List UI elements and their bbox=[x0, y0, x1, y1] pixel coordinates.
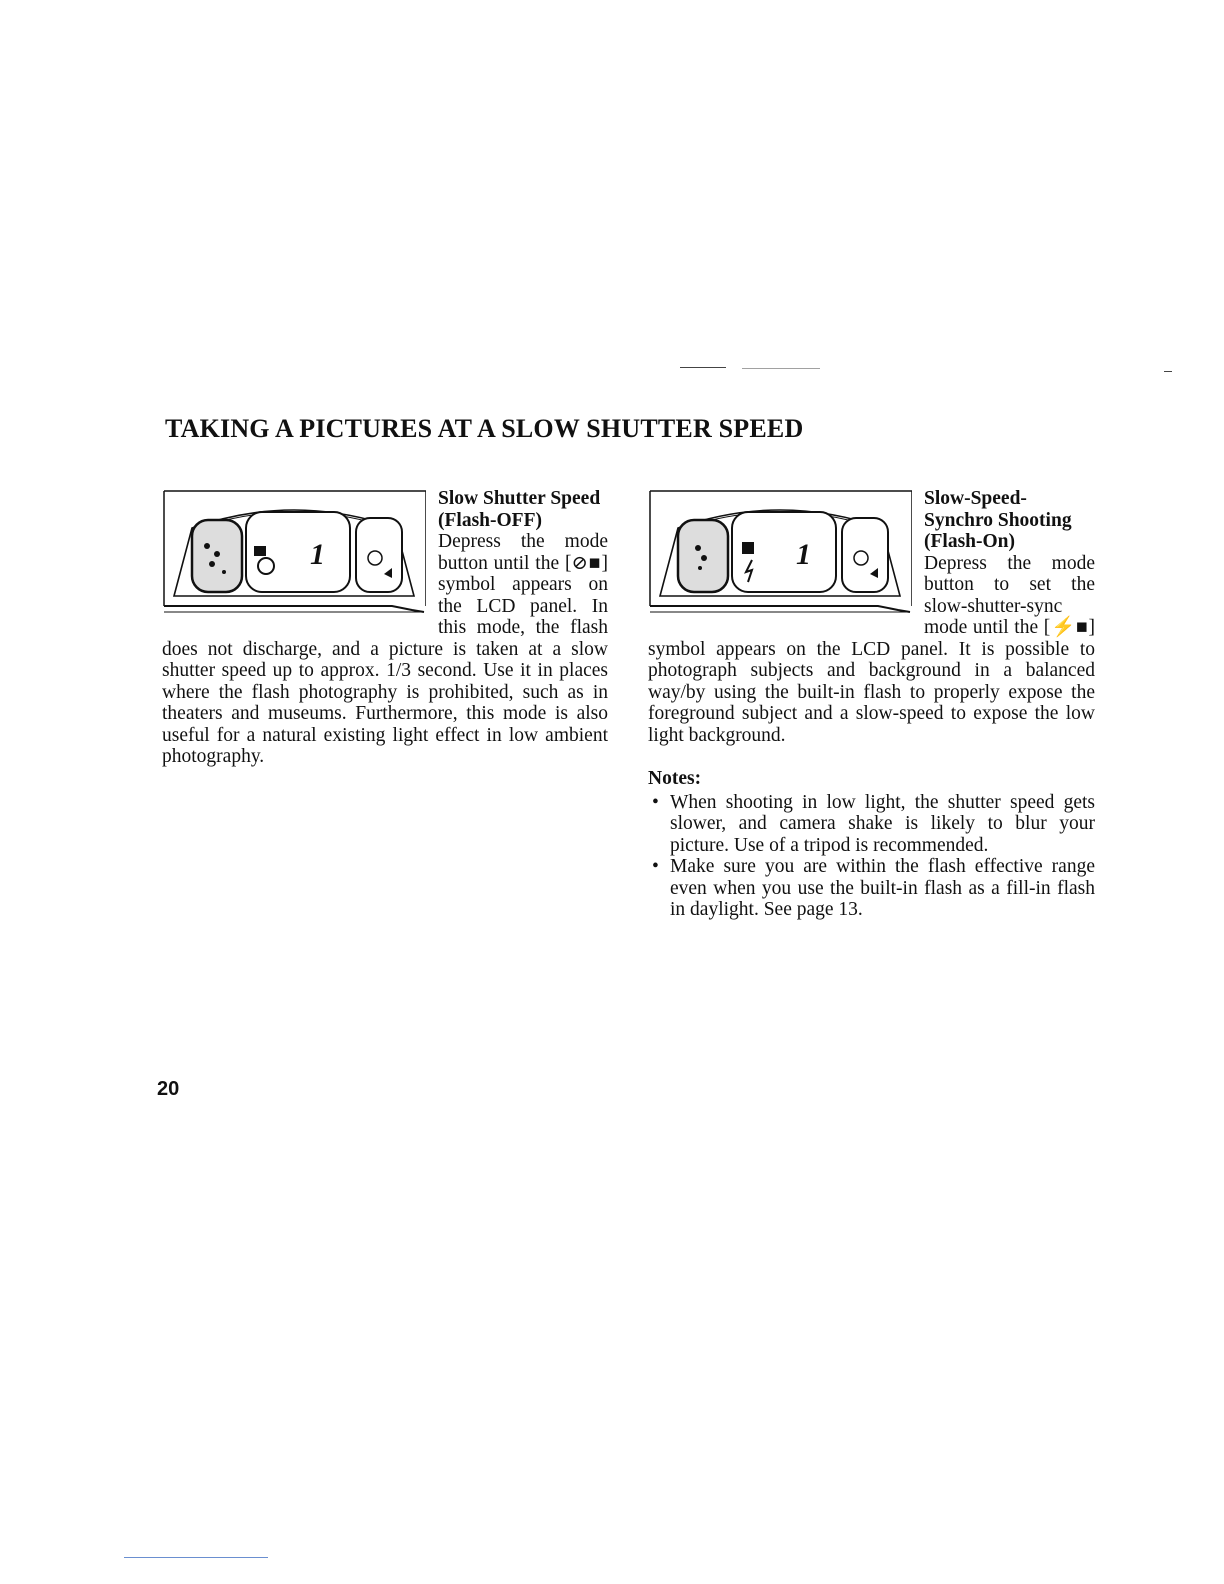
list-item: • Make sure you are within the flash effective range even when you use the built-in flash as a fill-in flash in daylight. See page 13. bbox=[648, 856, 1095, 921]
lcd-panel-diagram bbox=[162, 488, 426, 618]
section-body-text: Depress the mode button until the [⊘■] symbol appears on the LCD panel. In this mode, the flash does not discharge, and a picture is taken at a slow shutter speed up to approx. 1/3 second. Use it in places where the flash photography is prohibited, such as in theaters and museums. Furthermore, this mode is also useful for a natural existing light effect in low ambient photography. bbox=[162, 531, 608, 767]
page-number: 20 bbox=[157, 1078, 180, 1100]
section-slow-speed-synchro bbox=[648, 488, 1095, 921]
section-subheading: (Flash-On) bbox=[924, 531, 1016, 552]
lcd-panel-figure-flash-off bbox=[162, 488, 426, 618]
scan-artifact-line bbox=[742, 368, 820, 369]
lcd-frame-counter: 1 bbox=[796, 538, 811, 571]
lcd-panel-diagram bbox=[648, 488, 912, 618]
section-body-text: Depress the mode button to set the slow-shutter-sync mode until the [⚡■] symbol appears on the LCD panel. It is possible to photograph subjects and background in a balanced way/by using the built-in flash to properly expose the foreground subject and a slow-speed to expose the low light background. bbox=[648, 552, 1095, 746]
scan-artifact-mark bbox=[1164, 371, 1172, 372]
list-item: • When shooting in low light, the shutter speed gets slower, and camera shake is likely to blur your picture. Use of a tripod is recommended. bbox=[648, 792, 1095, 857]
lcd-panel-figure-flash-on bbox=[648, 488, 912, 618]
notes-list bbox=[648, 792, 1095, 921]
scan-artifact-line bbox=[680, 367, 726, 368]
page-title: TAKING A PICTURES AT A SLOW SHUTTER SPEED bbox=[165, 414, 804, 443]
notes-title: Notes: bbox=[648, 768, 702, 789]
bottom-rule bbox=[124, 1557, 268, 1558]
section-heading: Slow Shutter Speed (Flash-OFF) bbox=[438, 488, 601, 531]
section-heading: Slow-Speed-Synchro Shooting bbox=[924, 488, 1072, 531]
lcd-frame-counter: 1 bbox=[310, 538, 325, 571]
section-slow-shutter bbox=[162, 488, 608, 768]
